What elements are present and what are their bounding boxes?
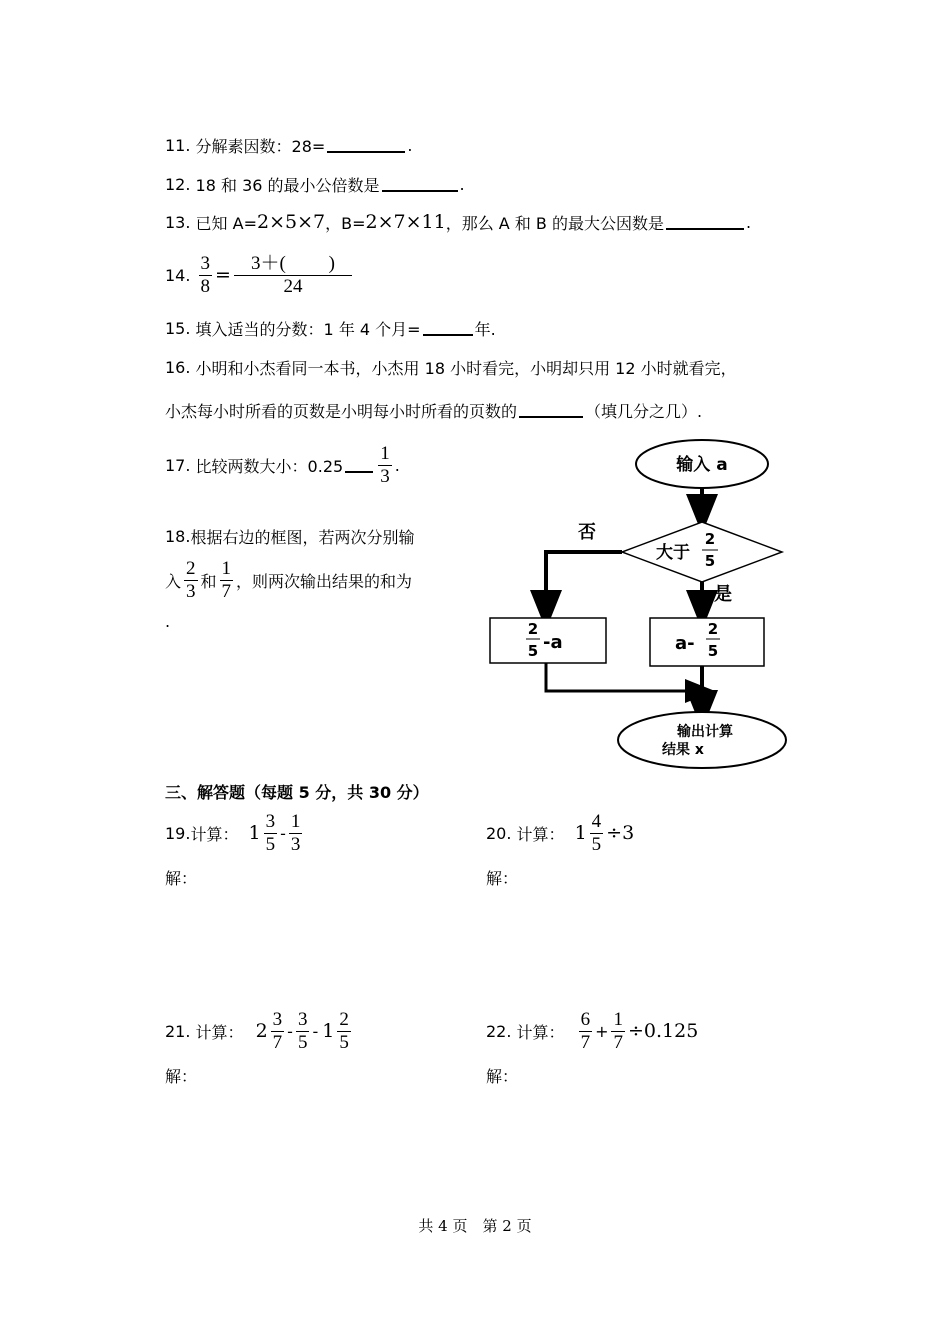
- question-18-line-2: [165, 555, 412, 605]
- answer-label: 解：: [486, 1067, 519, 1086]
- expression-a: 2×5×7: [257, 211, 326, 233]
- denominator: 7: [272, 1031, 283, 1053]
- question-12: [165, 169, 465, 199]
- fraction: [296, 1009, 310, 1054]
- question-number: 13.: [165, 212, 191, 232]
- denominator: 3: [186, 580, 196, 602]
- question-label: 计算：: [190, 824, 239, 844]
- numerator: 1: [380, 442, 390, 464]
- numerator: 4: [591, 810, 602, 832]
- question-text: 填入适当的分数：1 年 4 个月=: [195, 319, 421, 339]
- right-expression-prefix: a-: [675, 633, 695, 654]
- answer-blank[interactable]: [382, 176, 458, 192]
- question-15: [165, 313, 496, 343]
- denominator: 5: [339, 1031, 349, 1053]
- question-text: 小明和小杰看同一本书，小杰用 18 小时看完，小明却只用 12 小时就看完，: [195, 358, 737, 378]
- right-denominator: 5: [707, 642, 719, 660]
- output-node: [618, 712, 786, 768]
- question-text: 比较两数大小：0.25: [195, 456, 344, 476]
- question-text: 入: [165, 571, 182, 591]
- question-label: 计算：: [195, 1022, 244, 1042]
- section-title: 三、解答题（每题 5 分，共 30 分）: [165, 783, 429, 802]
- question-number: 21.: [165, 1021, 191, 1041]
- question-11: [165, 130, 412, 160]
- question-21: [165, 1006, 354, 1056]
- fraction: [271, 1009, 285, 1054]
- operator: -: [287, 1021, 293, 1041]
- question-number: 11.: [165, 135, 191, 155]
- left-denominator: 5: [527, 642, 539, 660]
- question-18-line-3: .: [165, 612, 171, 631]
- question-18-line-1: [165, 521, 414, 551]
- question-22: [486, 1006, 698, 1056]
- left-expression-suffix: -a: [543, 632, 563, 653]
- denominator: 7: [580, 1031, 591, 1053]
- decision-numerator: 2: [704, 530, 716, 548]
- question-label: 计算：: [516, 824, 565, 844]
- answer-blank[interactable]: [666, 214, 744, 230]
- question-text: 根据右边的框图，若两次分别输: [190, 527, 415, 547]
- denominator: 7: [613, 1031, 623, 1053]
- output-label-line-1: 输出计算: [677, 724, 733, 740]
- question-text: （填几分之几）.: [585, 401, 703, 421]
- whole-number: 1: [248, 822, 261, 844]
- question-16-line-1: [165, 352, 737, 382]
- answer-blank[interactable]: [345, 457, 373, 473]
- denominator: 5: [591, 833, 602, 855]
- question-text: 分解素因数：28=: [195, 136, 326, 156]
- question-14: [165, 250, 355, 300]
- expression-b: 2×7×11: [365, 211, 446, 233]
- numerator: 3: [200, 252, 211, 274]
- question-number: 15.: [165, 318, 191, 338]
- punctuation: .: [459, 174, 465, 194]
- answer-blank[interactable]: [327, 137, 405, 153]
- flowchart: [480, 438, 800, 773]
- question-text: 和: [200, 571, 217, 591]
- equals-sign: =: [215, 264, 231, 286]
- numerator: 1: [221, 557, 232, 579]
- denominator: 5: [265, 833, 276, 855]
- question-16-line-2: [165, 395, 702, 425]
- numerator: 2: [186, 557, 196, 579]
- question-text: 年.: [474, 319, 496, 339]
- whole-number: 1: [322, 1020, 335, 1042]
- punctuation: .: [745, 212, 752, 232]
- question-label: 计算：: [516, 1022, 565, 1042]
- decision-node: [622, 522, 782, 582]
- fraction: [579, 1009, 593, 1054]
- question-20: [486, 808, 634, 858]
- decision-label: 大于: [656, 543, 690, 563]
- page-footer: 共 4 页 第 2 页: [418, 1217, 532, 1235]
- denominator: 3: [290, 833, 301, 855]
- decision-denominator: 5: [704, 552, 716, 570]
- numerator: 6: [580, 1008, 591, 1030]
- yes-label: 是: [714, 584, 732, 605]
- question-19: [165, 808, 305, 858]
- fraction: [264, 811, 278, 856]
- answer-blank[interactable]: [519, 402, 583, 418]
- question-number: 19.: [165, 823, 191, 843]
- whole-number: 1: [574, 822, 587, 844]
- denominator: 5: [297, 1031, 308, 1053]
- denominator: 24: [283, 275, 303, 297]
- answer-label: 解：: [165, 869, 198, 888]
- fraction: [220, 558, 234, 603]
- question-text: ，B=: [325, 213, 366, 233]
- question-13: [165, 207, 751, 237]
- question-17: [165, 440, 400, 490]
- operator: ÷3: [606, 822, 635, 844]
- output-label-line-2: 结果 x: [662, 742, 704, 758]
- denominator: 8: [200, 275, 211, 297]
- question-number: 20.: [486, 823, 512, 843]
- numerator: 1: [290, 810, 301, 832]
- fraction: [611, 1009, 625, 1054]
- whole-number: 2: [255, 1020, 268, 1042]
- operator: -: [280, 823, 286, 843]
- answer-blank[interactable]: [423, 320, 473, 336]
- numerator: 2: [339, 1008, 349, 1030]
- operator: ÷0.125: [627, 1020, 699, 1042]
- fraction: [337, 1009, 351, 1054]
- fraction: [378, 443, 392, 488]
- input-label: 输入 a: [676, 455, 728, 475]
- question-number: 17.: [165, 455, 191, 475]
- numerator: 1: [613, 1008, 623, 1030]
- operator: -: [312, 1021, 319, 1041]
- left-numerator: 2: [527, 620, 539, 638]
- question-text: 18 和 36 的最小公倍数是: [195, 175, 380, 195]
- numerator: 3: [272, 1008, 283, 1030]
- punctuation: .: [407, 135, 413, 155]
- question-text: 小杰每小时所看的页数是小明每小时所看的页数的: [165, 401, 518, 421]
- punctuation: .: [394, 455, 400, 475]
- denominator: 3: [380, 465, 390, 487]
- fraction: [590, 811, 604, 856]
- right-numerator: 2: [707, 620, 719, 638]
- arrow-no-branch: [546, 552, 622, 610]
- question-number: 12.: [165, 174, 191, 194]
- arrow-merge: [546, 663, 700, 691]
- question-number: 22.: [486, 1021, 512, 1041]
- fraction: [199, 253, 213, 298]
- denominator: 7: [221, 580, 232, 602]
- question-text: ，那么 A 和 B 的最大公因数是: [445, 213, 664, 233]
- numerator: 3: [297, 1008, 308, 1030]
- question-number: 14.: [165, 265, 191, 285]
- answer-label: 解：: [165, 1067, 198, 1086]
- fraction-with-blank[interactable]: [234, 253, 352, 298]
- no-label: 否: [578, 522, 596, 543]
- numerator: 3: [265, 810, 276, 832]
- question-number: 18.: [165, 526, 191, 546]
- question-text: 已知 A=: [195, 213, 257, 233]
- numerator: 3＋( ): [251, 252, 335, 274]
- operator: +: [595, 1021, 609, 1041]
- fraction: [184, 558, 198, 603]
- answer-label: 解：: [486, 869, 519, 888]
- fraction: [289, 811, 303, 856]
- question-text: ，则两次输出结果的和为: [236, 571, 413, 591]
- question-number: 16.: [165, 357, 191, 377]
